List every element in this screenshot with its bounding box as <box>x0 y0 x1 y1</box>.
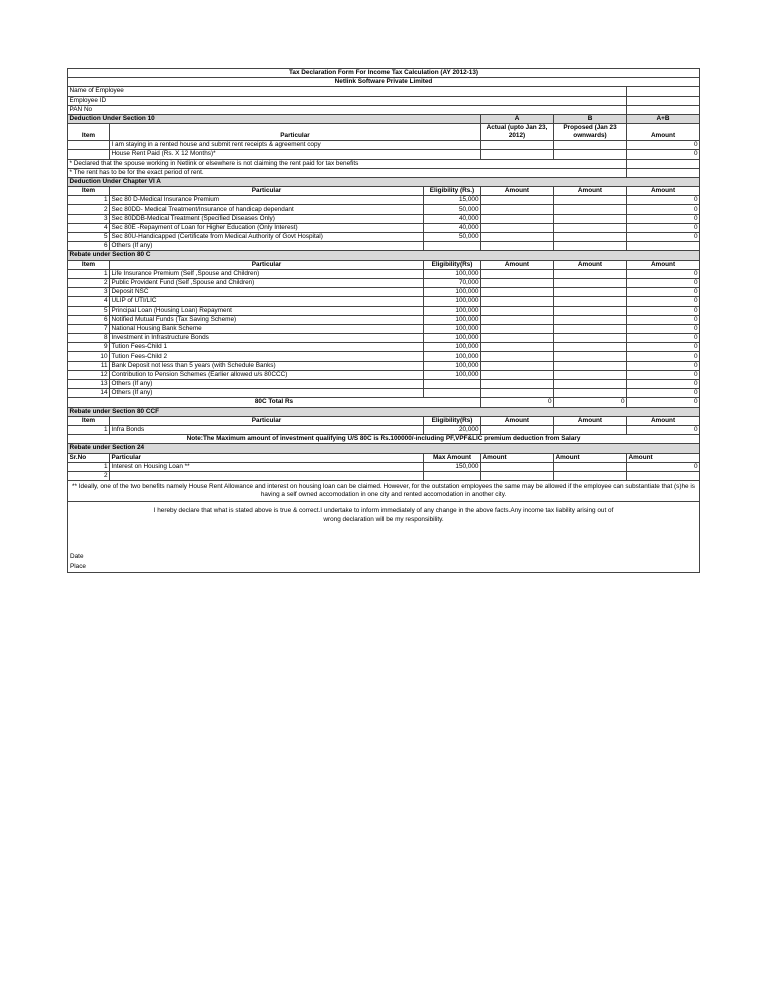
amount-a-input[interactable] <box>481 334 554 343</box>
proposed-input[interactable] <box>554 150 627 159</box>
item-number: 6 <box>68 315 110 324</box>
amount-a-input[interactable] <box>481 233 554 242</box>
declaration-text: I hereby declare that what is stated above is true & correct.I undertake to inform immediately of any change in the above facts.Any income tax liability arising out of wrong declaration will be my responsibility. <box>153 507 614 524</box>
sec24-header-row <box>68 453 700 462</box>
eligibility-value: 100,000 <box>424 370 481 379</box>
eligibility-value: 100,000 <box>424 343 481 352</box>
eligibility-header: Eligibility(Rs) <box>424 416 481 425</box>
item-number: 5 <box>68 306 110 315</box>
section10-note-row <box>68 159 700 168</box>
amount-total: 0 <box>627 214 700 223</box>
sec80ccf-row <box>68 425 700 434</box>
sec80ccf-header-row <box>68 416 700 425</box>
item-number: 8 <box>68 334 110 343</box>
pan-row <box>68 105 700 114</box>
eligibility-value: 100,000 <box>424 315 481 324</box>
eligibility-value <box>424 389 481 398</box>
item-header: Item <box>68 260 110 269</box>
particular-label: Life Insurance Premium (Self ,Spouse and Children) <box>110 269 424 278</box>
eligibility-value <box>424 242 481 251</box>
particular-label: Public Provident Fund (Self ,Spouse and Children) <box>110 278 424 287</box>
amount-ab-header: Amount <box>627 260 700 269</box>
amount-a-input[interactable] <box>481 297 554 306</box>
amount-total: 0 <box>627 288 700 297</box>
title-row <box>68 69 700 78</box>
sec24-heading-row <box>68 444 700 453</box>
amount-a-input[interactable] <box>481 343 554 352</box>
blank-cell <box>627 159 700 168</box>
company-row <box>68 78 700 87</box>
item-number: 4 <box>68 223 110 232</box>
eligibility-value: 15,000 <box>424 196 481 205</box>
amount-b-input[interactable] <box>554 297 627 306</box>
item-number: 10 <box>68 352 110 361</box>
amount-b-input[interactable] <box>554 214 627 223</box>
particular-label <box>110 471 424 480</box>
amount-a-input[interactable] <box>481 196 554 205</box>
employee-id-row <box>68 96 700 105</box>
amount-a-input[interactable] <box>481 425 554 434</box>
sec80c-row <box>68 334 700 343</box>
amount-total: 0 <box>627 205 700 214</box>
amount-a-input[interactable] <box>481 361 554 370</box>
chapter6a-row <box>68 214 700 223</box>
amount-a-header: Amount <box>481 187 554 196</box>
sec24-row <box>68 462 700 471</box>
form-body <box>68 69 700 573</box>
eligibility-header: Max Amount <box>424 453 481 462</box>
amount-total: 0 <box>627 223 700 232</box>
particular-label: Investment in Infrastructure Bonds <box>110 334 424 343</box>
amount-total: 0 <box>627 196 700 205</box>
amount-b-input[interactable] <box>554 315 627 324</box>
amount-total: 0 <box>627 343 700 352</box>
tax-form-table <box>67 68 700 573</box>
amount-total: 0 <box>627 361 700 370</box>
section10-row <box>68 150 700 159</box>
section10-note: * Declared that the spouse working in Netlink or elsewhere is not claiming the rent paid for tax benefits <box>68 159 627 168</box>
amount-a-input[interactable] <box>481 324 554 333</box>
section10-note-row <box>68 168 700 177</box>
company-name: Netlink Software Private Limited <box>68 78 700 87</box>
amount-total: 0 <box>627 269 700 278</box>
item-number: 2 <box>68 471 110 480</box>
particular-label: Tution Fees-Child 2 <box>110 352 424 361</box>
amount-total: 0 <box>627 334 700 343</box>
sec24-row <box>68 471 700 480</box>
particular-label: Infra Bonds <box>110 425 424 434</box>
eligibility-value: 40,000 <box>424 214 481 223</box>
actual-header: Actual (upto Jan 23, 2012) <box>481 124 554 141</box>
amount-a-input[interactable] <box>481 205 554 214</box>
sec80c-row <box>68 278 700 287</box>
particular-label: Contribution to Pension Schemes (Earlier allowed u/s 80CCC) <box>110 370 424 379</box>
item-number: 1 <box>68 462 110 471</box>
amount-ab-header: Amount <box>627 187 700 196</box>
eligibility-value: 100,000 <box>424 334 481 343</box>
amount-b-input[interactable] <box>554 242 627 251</box>
chapter6a-row <box>68 205 700 214</box>
particular-header: Particular <box>110 260 424 269</box>
particular-label: National Housing Bank Scheme <box>110 324 424 333</box>
particular-label: Sec 80DDB-Medical Treatment (Specified Diseases Only) <box>110 214 424 223</box>
section10-particular: House Rent Paid (Rs. X 12 Months)* <box>110 150 481 159</box>
item-header: Sr.No <box>68 453 110 462</box>
eligibility-header: Eligibility(Rs) <box>424 260 481 269</box>
amount-a-input[interactable] <box>481 223 554 232</box>
sec80c-row <box>68 370 700 379</box>
amount-b-input[interactable] <box>554 288 627 297</box>
amount-a-input[interactable] <box>481 389 554 398</box>
eligibility-value <box>424 471 481 480</box>
particular-label: Bank Deposit not less than 5 years (with Schedule Banks) <box>110 361 424 370</box>
eligibility-value: 150,000 <box>424 462 481 471</box>
col-ab-label: A+B <box>627 114 700 123</box>
amount-b-input[interactable] <box>554 352 627 361</box>
item-number: 13 <box>68 380 110 389</box>
amount-total: 0 <box>627 315 700 324</box>
item-number: 7 <box>68 324 110 333</box>
amount-b-input[interactable] <box>554 233 627 242</box>
sec80c-row <box>68 352 700 361</box>
item-number: 2 <box>68 278 110 287</box>
sec80c-row <box>68 306 700 315</box>
blank-cell <box>68 150 110 159</box>
sec80c-header-row <box>68 260 700 269</box>
max-investment-note: Note:The Maximum amount of investment qualifying U/S 80C is Rs.100000/-including PF,VPF&LIC premium deduction from Salary <box>68 435 700 444</box>
particular-label: Tution Fees-Child 1 <box>110 343 424 352</box>
chapter6a-header-row <box>68 187 700 196</box>
particular-label: Others (If any) <box>110 389 424 398</box>
chapter6a-row <box>68 233 700 242</box>
chapter6a-row <box>68 242 700 251</box>
amount-a-input[interactable] <box>481 278 554 287</box>
amount-a-input[interactable] <box>481 315 554 324</box>
item-number: 3 <box>68 214 110 223</box>
amount-b-input[interactable] <box>554 196 627 205</box>
date-label: Date <box>70 553 84 561</box>
amount-b-input[interactable] <box>554 223 627 232</box>
amount-b-header: Amount <box>554 416 627 425</box>
item-number: 6 <box>68 242 110 251</box>
item-number: 14 <box>68 389 110 398</box>
particular-header: Particular <box>110 187 424 196</box>
particular-label: ULIP of UTI/LIC <box>110 297 424 306</box>
amount-b-input[interactable] <box>554 306 627 315</box>
item-number: 12 <box>68 370 110 379</box>
item-number: 3 <box>68 288 110 297</box>
amount-b-input[interactable] <box>554 380 627 389</box>
amount-total <box>627 242 700 251</box>
item-number: 4 <box>68 297 110 306</box>
amount-b-header: Amount <box>554 260 627 269</box>
sec80ccf-note-row <box>68 435 700 444</box>
sec80c-row <box>68 324 700 333</box>
eligibility-value: 50,000 <box>424 233 481 242</box>
employee-name-label: Name of Employee <box>68 87 627 96</box>
particular-label: Sec 80E -Repayment of Loan for Higher Education (Only Interest) <box>110 223 424 232</box>
amount-a-input[interactable] <box>481 242 554 251</box>
amount-total: 0 <box>627 306 700 315</box>
sec80ccf-heading-row <box>68 407 700 416</box>
amount-a-input[interactable] <box>481 462 554 471</box>
amount-b-input[interactable] <box>554 278 627 287</box>
amount-b-header: Amount <box>554 453 627 462</box>
amount-a-header: Amount <box>481 260 554 269</box>
amount-b-input[interactable] <box>554 389 627 398</box>
amount-total <box>627 471 700 480</box>
amount-a-input[interactable] <box>481 471 554 480</box>
employee-name-value[interactable] <box>627 87 700 96</box>
sec80c-row <box>68 380 700 389</box>
amount-a-input[interactable] <box>481 288 554 297</box>
item-header: Item <box>68 187 110 196</box>
total-label: 80C Total Rs <box>68 398 481 407</box>
chapter6a-heading-row <box>68 177 700 186</box>
blank-cell <box>627 168 700 177</box>
amount-a-input[interactable] <box>481 380 554 389</box>
item-header: Item <box>68 124 110 141</box>
amount-total: 0 <box>627 324 700 333</box>
section10-row <box>68 141 700 150</box>
particular-label: Sec 80U-Handicapped (Certificate from Medical Authority of Govt Hospital) <box>110 233 424 242</box>
amount-b-input[interactable] <box>554 343 627 352</box>
eligibility-value <box>424 380 481 389</box>
sec80c-row <box>68 288 700 297</box>
amount-total: 0 <box>627 380 700 389</box>
amount-total: 0 <box>627 278 700 287</box>
amount-b-header: Amount <box>554 187 627 196</box>
proposed-header: Proposed (Jan 23 ownwards) <box>554 124 627 141</box>
eligibility-value: 100,000 <box>424 324 481 333</box>
eligibility-value: 100,000 <box>424 361 481 370</box>
employee-id-label: Employee ID <box>68 96 627 105</box>
total-b: 0 <box>554 398 627 407</box>
place-label: Place <box>70 563 86 571</box>
amount-a-input[interactable] <box>481 352 554 361</box>
item-number: 11 <box>68 361 110 370</box>
employee-name-row <box>68 87 700 96</box>
amount-total: 0 <box>627 462 700 471</box>
eligibility-header: Eligibility (Rs.) <box>424 187 481 196</box>
particular-label: Others (If any) <box>110 380 424 389</box>
eligibility-value: 50,000 <box>424 205 481 214</box>
particular-header: Particular <box>110 453 424 462</box>
amount-a-header: Amount <box>481 416 554 425</box>
col-b-label: B <box>554 114 627 123</box>
section10-heading-row <box>68 114 700 123</box>
sec80c-row <box>68 269 700 278</box>
item-number: 1 <box>68 425 110 434</box>
amount-b-input[interactable] <box>554 324 627 333</box>
declaration-row <box>68 502 700 573</box>
eligibility-value: 70,000 <box>424 278 481 287</box>
amount-ab-header: Amount <box>627 453 700 462</box>
amount-b-input[interactable] <box>554 425 627 434</box>
col-a-label: A <box>481 114 554 123</box>
amount-total: 0 <box>627 389 700 398</box>
amount-ab-header: Amount <box>627 416 700 425</box>
sec80c-heading-row <box>68 251 700 260</box>
amount-b-input[interactable] <box>554 334 627 343</box>
actual-input[interactable] <box>481 150 554 159</box>
sec80c-row <box>68 315 700 324</box>
eligibility-value: 100,000 <box>424 288 481 297</box>
amount-b-input[interactable] <box>554 471 627 480</box>
pan-label: PAN No <box>68 105 627 114</box>
pan-value[interactable] <box>627 105 700 114</box>
blank-cell <box>68 141 110 150</box>
item-header: Item <box>68 416 110 425</box>
particular-label: Others (If any) <box>110 242 424 251</box>
sec80c-row <box>68 361 700 370</box>
footnote-row <box>68 481 700 502</box>
section10-particular: I am staying in a rented house and submit rent receipts & agreement copy <box>110 141 481 150</box>
amount-total: 0 <box>627 425 700 434</box>
particular-label: Deposit NSC <box>110 288 424 297</box>
chapter6a-row <box>68 196 700 205</box>
eligibility-value: 20,000 <box>424 425 481 434</box>
sec80c-row <box>68 389 700 398</box>
sec80c-row <box>68 343 700 352</box>
sec80c-total-row <box>68 398 700 407</box>
particular-label: Principal Loan (Housing Loan) Repayment <box>110 306 424 315</box>
amount-b-input[interactable] <box>554 205 627 214</box>
tax-declaration-sheet <box>67 68 699 573</box>
amount-a-input[interactable] <box>481 306 554 315</box>
eligibility-value: 100,000 <box>424 297 481 306</box>
particular-header: Particular <box>110 124 481 141</box>
particular-label: Notified Mutual Funds (Tax Saving Scheme) <box>110 315 424 324</box>
amount-a-input[interactable] <box>481 370 554 379</box>
particular-header: Particular <box>110 416 424 425</box>
particular-label: Interest on Housing Loan ** <box>110 462 424 471</box>
housing-footnote: ** Ideally, one of the two benefits namely House Rent Allowance and interest on housing loan can be claimed. However, for the outstation employees the same may be allowed if the employee can substantiate that (s)he is having a self owned accomodation in one city and rented accomodation in another city. <box>68 481 700 502</box>
form-title: Tax Declaration Form For Income Tax Calculation (AY 2012-13) <box>68 69 700 78</box>
item-number: 1 <box>68 269 110 278</box>
proposed-input[interactable] <box>554 141 627 150</box>
section10-header-row <box>68 124 700 141</box>
amount-header: Amount <box>627 124 700 141</box>
eligibility-value: 40,000 <box>424 223 481 232</box>
item-number: 9 <box>68 343 110 352</box>
chapter6a-row <box>68 223 700 232</box>
particular-label: Sec 80DD- Medical Treatment/Insurance of handicap dependant <box>110 205 424 214</box>
amount-b-input[interactable] <box>554 269 627 278</box>
amount-total: 0 <box>627 370 700 379</box>
total-ab: 0 <box>627 398 700 407</box>
total-a: 0 <box>481 398 554 407</box>
chapter6a-heading: Deduction Under Chapter VI A <box>68 177 700 186</box>
amount-total: 0 <box>627 352 700 361</box>
section10-note: * The rent has to be for the exact period of rent. <box>68 168 627 177</box>
amount-total: 0 <box>627 297 700 306</box>
sec80ccf-heading: Rebate under Section 80 CCF <box>68 407 700 416</box>
sec80c-row <box>68 297 700 306</box>
eligibility-value: 100,000 <box>424 269 481 278</box>
employee-id-value[interactable] <box>627 96 700 105</box>
eligibility-value: 100,000 <box>424 352 481 361</box>
section10-amount: 0 <box>627 141 700 150</box>
sec80c-heading: Rebate under Section 80 C <box>68 251 700 260</box>
amount-total: 0 <box>627 233 700 242</box>
amount-b-input[interactable] <box>554 370 627 379</box>
item-number: 2 <box>68 205 110 214</box>
declaration-block <box>68 502 700 573</box>
item-number: 1 <box>68 196 110 205</box>
eligibility-value: 100,000 <box>424 306 481 315</box>
amount-a-input[interactable] <box>481 214 554 223</box>
particular-label: Sec 80 D-Medical Insurance Premium <box>110 196 424 205</box>
amount-a-input[interactable] <box>481 269 554 278</box>
sec24-heading: Rebate under Section 24 <box>68 444 700 453</box>
amount-a-header: Amount <box>481 453 554 462</box>
section10-heading: Deduction Under Section 10 <box>68 114 481 123</box>
section10-amount: 0 <box>627 150 700 159</box>
actual-input[interactable] <box>481 141 554 150</box>
amount-b-input[interactable] <box>554 462 627 471</box>
amount-b-input[interactable] <box>554 361 627 370</box>
item-number: 5 <box>68 233 110 242</box>
